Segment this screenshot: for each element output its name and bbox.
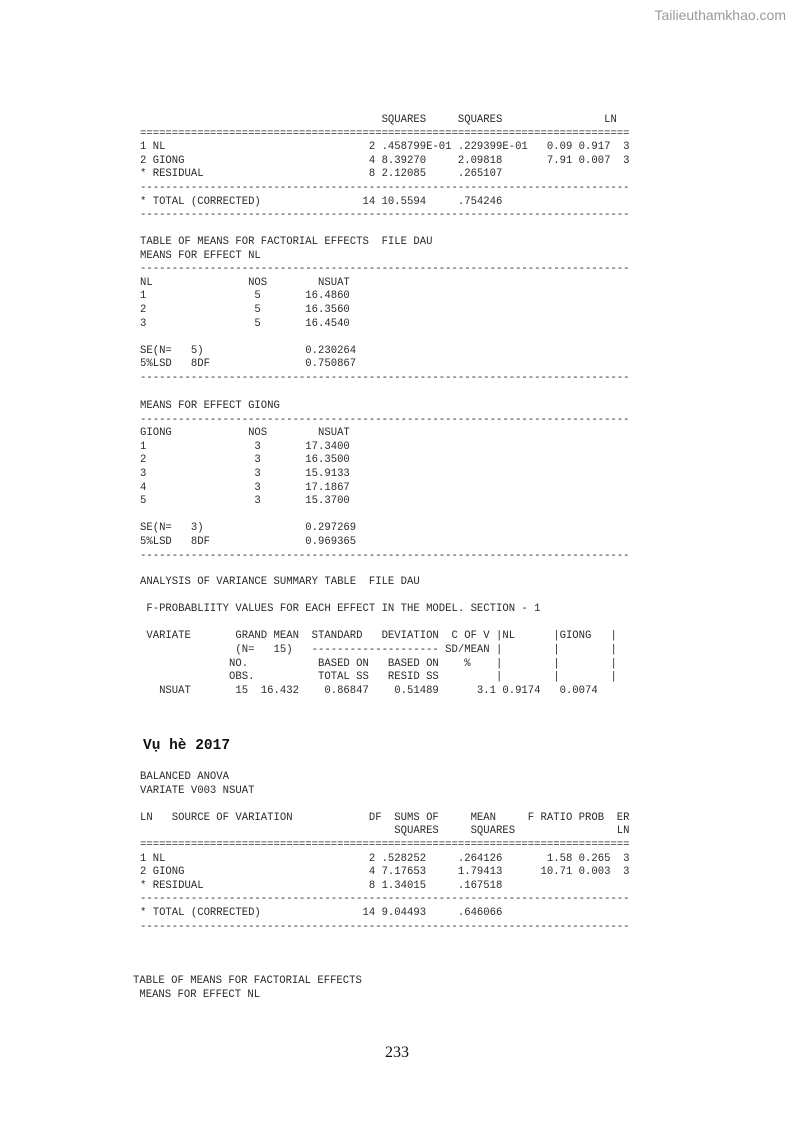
balanced-anova-table: BALANCED ANOVA VARIATE V003 NSUAT LN SOURCE OF VARIATION DF SUMS OF MEAN F RATIO PROB ER SQUARES SQUARES LN ============================================================================= 1 NL 2 .528252 .264126 1.58 0.265 3 2 GIONG 4 7.17653 1.79413 10.71 0.003 3 * RESIDUAL 8 1.34015 .167518 ----------------------------------------------------------------------------- * TOTAL (CORRECTED) 14 9.04493 .646066 ----------------------------------------------------------------------------- xyxy=(140,771,630,933)
anova-summary-table: ANALYSIS OF VARIANCE SUMMARY TABLE FILE DAU F-PROBABLIITY VALUES FOR EACH EFFECT IN THE MODEL. SECTION - 1 VARIATE GRAND MEAN STANDARD DEVIATION C OF V |NL |GIONG | (N= 15) -------------------- SD/MEAN | | | NO. BASED ON BASED ON % | | | OBS. TOTAL SS RESID SS | | | NSUAT 15 16.432 0.86847 0.51489 3.1 0.9174 0.0074 xyxy=(140,576,617,697)
anova-table-continued: SQUARES SQUARES LN ============================================================================= 1 NL 2 .458799E-01 .229399E-01 0.09 0.917 3 2 GIONG 4 8.39270 2.09818 7.91 0.007 3 * RESIDUAL 8 2.12085 .265107 ----------------------------------------------------------------------------- * TOTAL (CORRECTED) 14 10.5594 .754246 ----------------------------------------------------------------------------- xyxy=(140,114,630,222)
section-heading: Vụ hè 2017 xyxy=(143,738,231,754)
watermark-text: Tailieuthamkhao.com xyxy=(654,7,786,23)
means-table-header: TABLE OF MEANS FOR FACTORIAL EFFECTS MEANS FOR EFFECT NL xyxy=(133,975,362,1001)
means-effect-giong-table: MEANS FOR EFFECT GIONG ----------------------------------------------------------------------------- GIONG NOS NSUAT 1 3 17.3400 2 3 16.3500 3 3 15.9133 4 3 17.1867 5 3 15.3700 SE(N= 3) 0.297269 5%LSD 8DF 0.969365 ----------------------------------------------------------------------------- xyxy=(140,400,630,562)
page-number: 233 xyxy=(385,1044,409,1061)
means-effect-nl-table: TABLE OF MEANS FOR FACTORIAL EFFECTS FILE DAU MEANS FOR EFFECT NL ----------------------------------------------------------------------------- NL NOS NSUAT 1 5 16.4860 2 5 16.3560 3 5 16.4540 SE(N= 5) 0.230264 5%LSD 8DF 0.750867 ----------------------------------------------------------------------------- xyxy=(140,236,630,384)
